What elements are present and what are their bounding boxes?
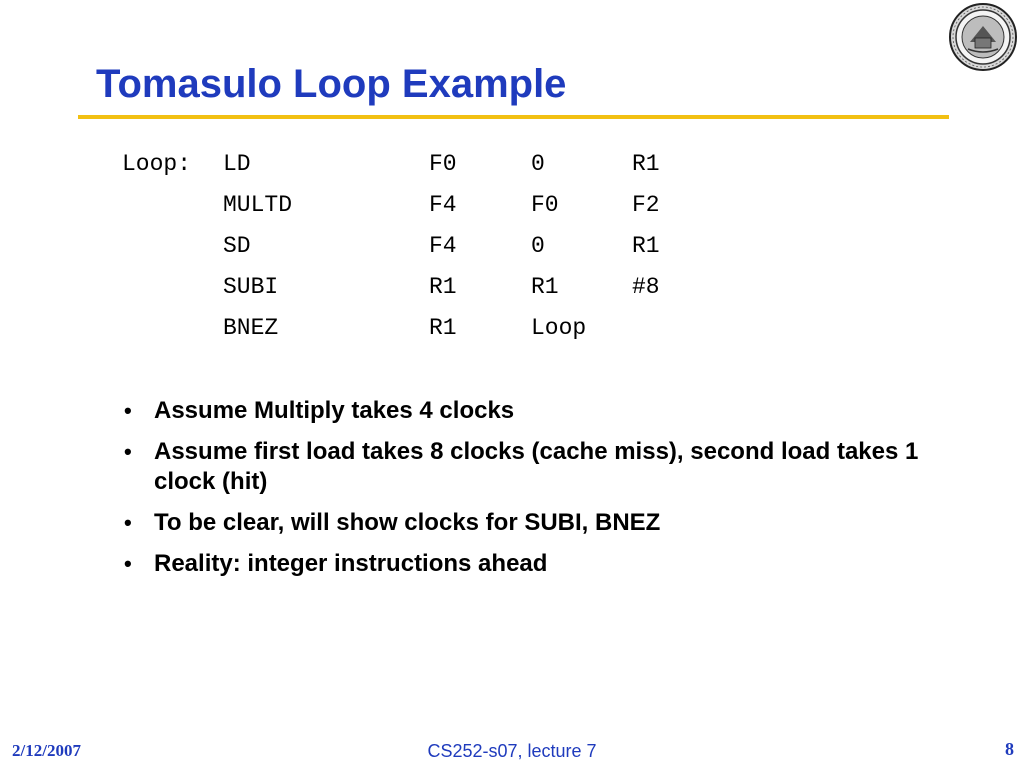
bullet-icon: • [124, 398, 132, 423]
code-operand-3: #8 [632, 274, 660, 300]
slide-title: Tomasulo Loop Example [96, 62, 567, 106]
code-opcode: LD [223, 151, 251, 177]
code-label: Loop: [122, 151, 192, 177]
bullet-item [122, 437, 942, 497]
bullet-item [122, 549, 942, 579]
code-opcode: SD [223, 233, 251, 259]
code-opcode: MULTD [223, 192, 293, 218]
code-operand-2: 0 [531, 151, 545, 177]
footer-course: CS252-s07, lecture 7 [427, 741, 597, 761]
bullet-icon: • [124, 510, 132, 535]
bullet-text: Assume Multiply takes 4 clocks [154, 397, 515, 424]
code-operand-1: R1 [429, 315, 457, 341]
footer-date: 2/12/2007 [12, 741, 81, 760]
bullet-text: Assume first load takes 8 clocks (cache miss), second load takes 1 clock (hit) [154, 438, 919, 495]
title-underline [78, 115, 949, 119]
bullet-item [122, 508, 942, 538]
code-operand-2: R1 [531, 274, 559, 300]
page-number: 8 [1005, 739, 1014, 759]
code-opcode: SUBI [223, 274, 279, 300]
code-operand-1: F4 [429, 192, 457, 218]
code-opcode: BNEZ [223, 315, 279, 341]
code-operand-1: R1 [429, 274, 457, 300]
code-operand-3: R1 [632, 233, 660, 259]
code-operand-2: 0 [531, 233, 545, 259]
bullet-icon: • [124, 439, 132, 464]
code-operand-3: F2 [632, 192, 660, 218]
university-seal-icon [946, 2, 1020, 72]
code-operand-2: F0 [531, 192, 559, 218]
code-operand-2: Loop [531, 315, 587, 341]
bullet-list [122, 396, 942, 590]
bullet-text: Reality: integer instructions ahead [154, 550, 548, 577]
code-operand-1: F4 [429, 233, 457, 259]
bullet-text: To be clear, will show clocks for SUBI, BNEZ [154, 509, 661, 536]
code-operand-1: F0 [429, 151, 457, 177]
code-operand-3: R1 [632, 151, 660, 177]
bullet-item [122, 396, 942, 426]
bullet-icon: • [124, 551, 132, 576]
